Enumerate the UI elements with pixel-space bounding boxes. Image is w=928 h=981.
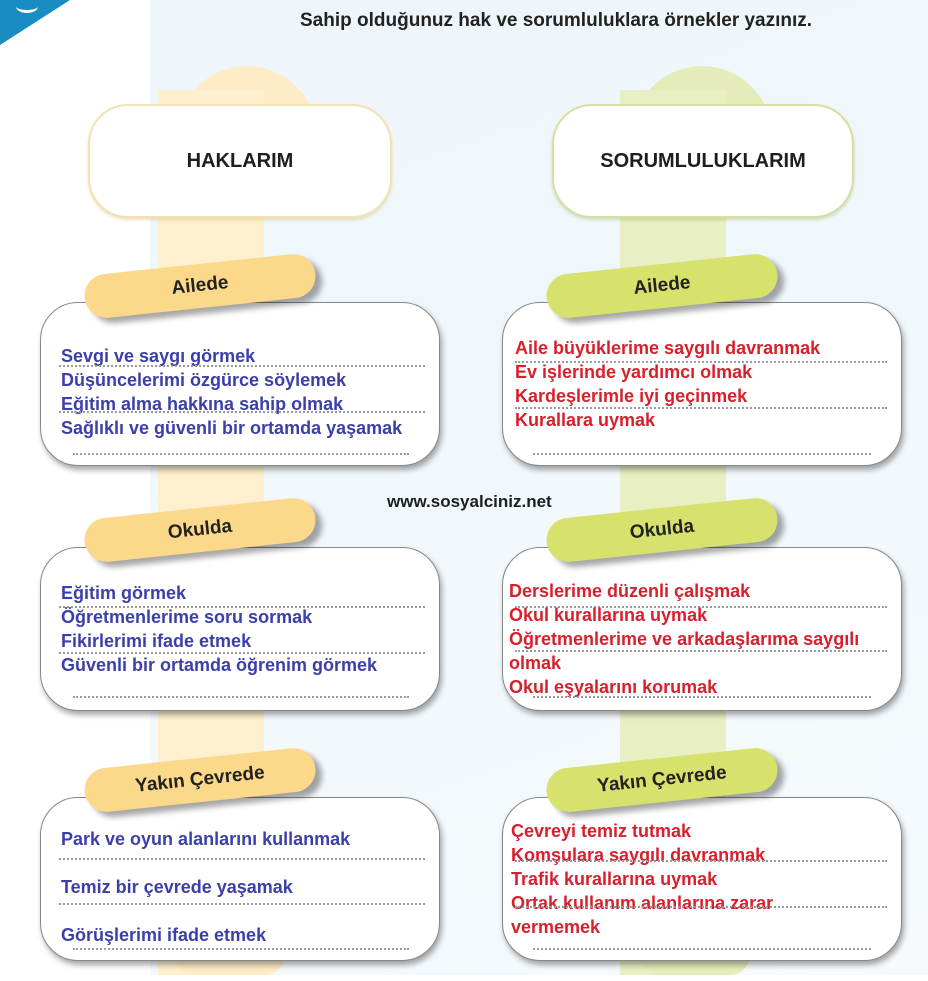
responsibilities-neighborhood-card — [502, 797, 902, 961]
responsibilities-neighborhood-tag: Yakın Çevrede — [544, 746, 779, 814]
rights-neighborhood-item: Temiz bir çevrede yaşamak — [61, 877, 293, 897]
rights-family-card — [40, 302, 440, 466]
responsibilities-school-item: Okul eşyalarını korumak — [509, 677, 718, 697]
responsibilities-school-item: Okul kurallarına uymak — [509, 605, 708, 625]
website-watermark: www.sosyalciniz.net — [387, 492, 552, 511]
dotted-line — [515, 860, 887, 862]
rights-family-item: Düşüncelerimi özgürce söylemek — [61, 370, 347, 390]
responsibilities-school-item: olmak — [509, 653, 562, 673]
rights-header: HAKLARIM — [88, 104, 392, 218]
dotted-line — [59, 411, 425, 413]
rights-school-item: Fikirlerimi ifade etmek — [61, 631, 252, 651]
rights-family-item: Sağlıklı ve güvenli bir ortamda yaşamak — [61, 418, 403, 438]
responsibilities-neighborhood-item: Çevreyi temiz tutmak — [511, 821, 692, 841]
dotted-line — [533, 453, 871, 455]
dotted-line — [515, 906, 887, 908]
rights-school-card — [40, 547, 440, 711]
bottom-margin — [0, 975, 928, 981]
dotted-line — [59, 858, 425, 860]
responsibilities-family-item: Kardeşlerimle iyi geçinmek — [515, 386, 748, 406]
responsibilities-neighborhood-item: Ortak kullanım alanlarına zarar — [511, 893, 774, 913]
rights-family-item: Eğitim alma hakkına sahip olmak — [61, 394, 344, 414]
dotted-line — [533, 948, 871, 950]
dotted-line — [59, 365, 425, 367]
responsibilities-school-card — [502, 547, 902, 711]
responsibilities-neighborhood-item: Komşulara saygılı davranmak — [511, 845, 766, 865]
rights-neighborhood-tag: Yakın Çevrede — [82, 746, 317, 814]
rights-family-tag: Ailede — [82, 252, 317, 320]
dotted-line — [533, 696, 871, 698]
rights-neighborhood-card — [40, 797, 440, 961]
responsibilities-family-tag: Ailede — [544, 252, 779, 320]
rights-family-item: Sevgi ve saygı görmek — [61, 346, 256, 366]
rights-school-item: Eğitim görmek — [61, 583, 187, 603]
rights-school-item: Güvenli bir ortamda öğrenim görmek — [61, 655, 378, 675]
page-title: Sahip olduğunuz hak ve sorumluluklara örnekler yazınız. — [300, 10, 813, 31]
responsibilities-neighborhood-item: vermemek — [511, 917, 601, 937]
responsibilities-header: SORUMLULUKLARIM — [552, 104, 854, 218]
responsibilities-family-item: Ev işlerinde yardımcı olmak — [515, 362, 753, 382]
responsibilities-neighborhood-item: Trafik kurallarına uymak — [511, 869, 718, 889]
responsibilities-school-item: Öğretmenlerime ve arkadaşlarıma saygılı — [509, 629, 860, 649]
responsibilities-school-tag: Okulda — [544, 496, 779, 564]
dotted-line — [73, 948, 409, 950]
responsibilities-family-card — [502, 302, 902, 466]
rights-school-tag: Okulda — [82, 496, 317, 564]
responsibilities-family-item: Kurallara uymak — [515, 410, 656, 430]
dotted-line — [59, 903, 425, 905]
rights-neighborhood-item: Park ve oyun alanlarını kullanmak — [61, 829, 351, 849]
book-logo-icon — [0, 0, 70, 45]
responsibilities-family-item: Aile büyüklerime saygılı davranmak — [515, 338, 821, 358]
rights-neighborhood-item: Görüşlerimi ifade etmek — [61, 925, 267, 945]
dotted-line — [73, 453, 409, 455]
dotted-line — [73, 696, 409, 698]
rights-school-item: Öğretmenlerime soru sormak — [61, 607, 313, 627]
responsibilities-school-item: Derslerime düzenli çalışmak — [509, 581, 751, 601]
